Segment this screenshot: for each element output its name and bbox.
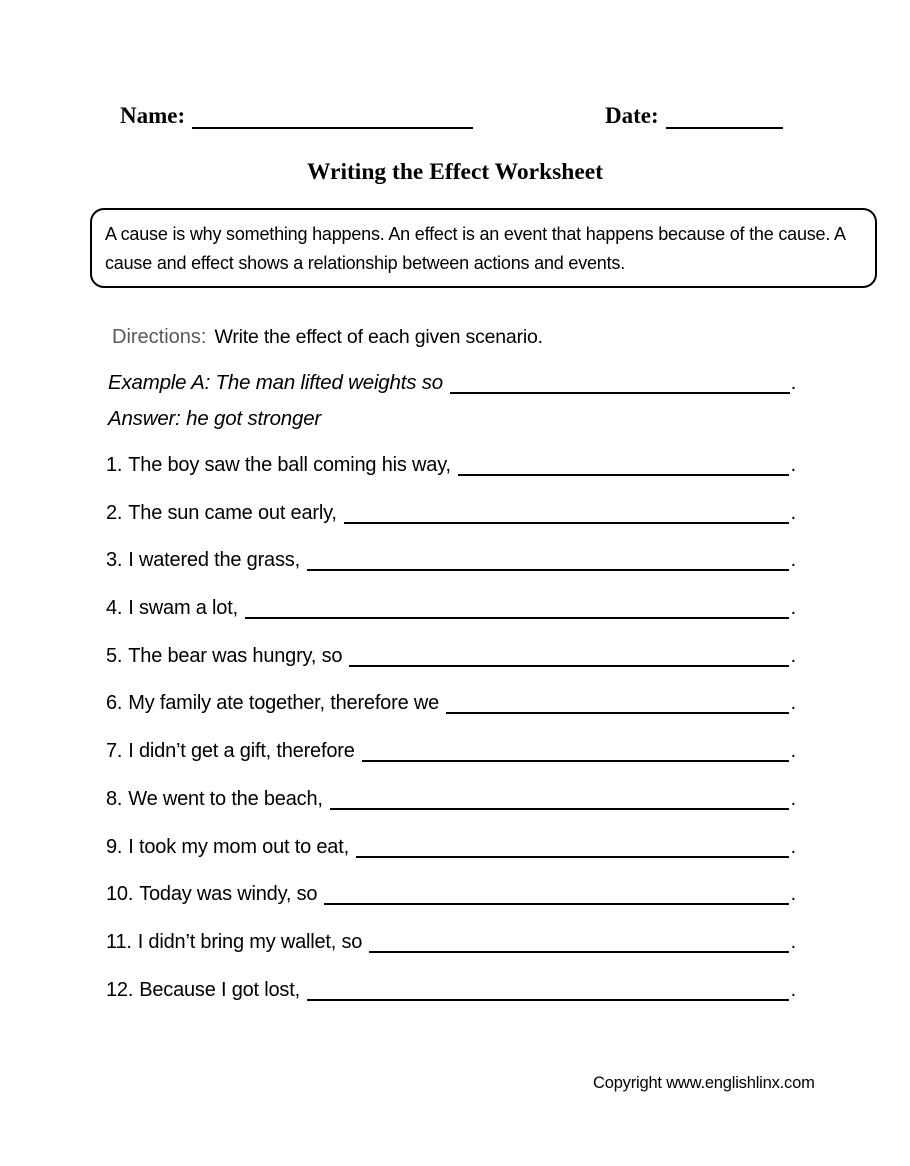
worksheet-item-12 xyxy=(106,979,796,1001)
example-prefix: Example A: The man lifted weights so xyxy=(108,371,444,394)
name-label: Name: xyxy=(120,103,186,128)
item-text: My family ate together, therefore we xyxy=(128,692,440,715)
item-period: . xyxy=(790,883,796,906)
item-number: 5. xyxy=(106,644,123,667)
worksheet-item-9 xyxy=(106,836,796,858)
worksheet-item-2 xyxy=(106,502,796,524)
item-number: 2. xyxy=(106,501,123,524)
item-period: . xyxy=(790,787,796,810)
answer-blank-line[interactable] xyxy=(330,788,789,810)
example-blank-line[interactable] xyxy=(450,371,789,394)
item-period: . xyxy=(790,644,796,667)
item-number: 7. xyxy=(106,740,123,763)
answer-blank-line[interactable] xyxy=(369,931,788,953)
item-text: The bear was hungry, so xyxy=(128,644,343,667)
item-period: . xyxy=(790,978,796,1001)
answer-blank-line[interactable] xyxy=(344,502,789,524)
answer-blank-line[interactable] xyxy=(307,979,789,1001)
item-text: We went to the beach, xyxy=(128,787,323,810)
item-number: 10. xyxy=(106,883,134,906)
worksheet-item-1 xyxy=(106,454,796,476)
directions-text: Write the effect of each given scenario. xyxy=(214,326,543,348)
date-blank-line[interactable] xyxy=(666,103,783,129)
item-period: . xyxy=(790,549,796,572)
item-number: 8. xyxy=(106,787,123,810)
item-number: 6. xyxy=(106,692,123,715)
worksheet-item-10 xyxy=(106,883,796,905)
worksheet-item-11 xyxy=(106,931,796,953)
item-period: . xyxy=(790,501,796,524)
item-text: Because I got lost, xyxy=(139,978,300,1001)
worksheet-item-6 xyxy=(106,692,796,714)
item-text: I watered the grass, xyxy=(128,549,300,572)
item-period: . xyxy=(790,454,796,476)
answer-blank-line[interactable] xyxy=(458,454,789,476)
answer-blank-line[interactable] xyxy=(349,645,788,667)
name-field-block xyxy=(120,103,473,129)
item-period: . xyxy=(790,597,796,620)
answer-blank-line[interactable] xyxy=(356,836,789,858)
item-text: I didn’t get a gift, therefore xyxy=(128,740,355,763)
definition-text: A cause is why something happens. An effect is an event that happens because of the cause. A cause and effect shows a relationship between actions and events. xyxy=(105,224,845,273)
item-text: The boy saw the ball coming his way, xyxy=(128,454,451,476)
worksheet-item-4 xyxy=(106,597,796,619)
example-period: . xyxy=(791,371,797,394)
example-line xyxy=(108,371,797,394)
item-number: 3. xyxy=(106,549,123,572)
item-text: I swam a lot, xyxy=(128,597,238,620)
copyright-text: Copyright www.englishlinx.com xyxy=(593,1074,815,1092)
worksheet-item-3 xyxy=(106,549,796,571)
item-text: Today was windy, so xyxy=(139,883,318,906)
item-number: 11. xyxy=(106,930,132,953)
worksheet-item-7 xyxy=(106,740,796,762)
definition-box xyxy=(90,208,877,288)
answer-blank-line[interactable] xyxy=(446,692,789,714)
item-text: I didn’t bring my wallet, so xyxy=(137,930,363,953)
answer-blank-line[interactable] xyxy=(307,549,789,571)
date-label: Date: xyxy=(605,103,659,128)
answer-blank-line[interactable] xyxy=(245,597,789,619)
item-number: 12. xyxy=(106,978,134,1001)
worksheet-item-8 xyxy=(106,788,796,810)
item-number: 9. xyxy=(106,835,123,858)
item-number: 4. xyxy=(106,597,123,620)
directions-label: Directions: xyxy=(112,326,207,348)
item-period: . xyxy=(790,930,796,953)
item-period: . xyxy=(790,835,796,858)
item-period: . xyxy=(790,692,796,715)
item-text: I took my mom out to eat, xyxy=(128,835,349,858)
item-number: 1. xyxy=(106,454,123,476)
page-title: Writing the Effect Worksheet xyxy=(306,159,604,185)
item-period: . xyxy=(790,740,796,763)
example-answer: Answer: he got stronger xyxy=(108,407,322,430)
name-blank-line[interactable] xyxy=(192,103,473,129)
answer-blank-line[interactable] xyxy=(362,740,789,762)
worksheet-items xyxy=(106,454,796,1026)
worksheet-item-5 xyxy=(106,645,796,667)
directions-row xyxy=(112,326,543,349)
item-text: The sun came out early, xyxy=(128,501,337,524)
date-field-block xyxy=(605,103,783,129)
answer-blank-line[interactable] xyxy=(324,883,788,905)
